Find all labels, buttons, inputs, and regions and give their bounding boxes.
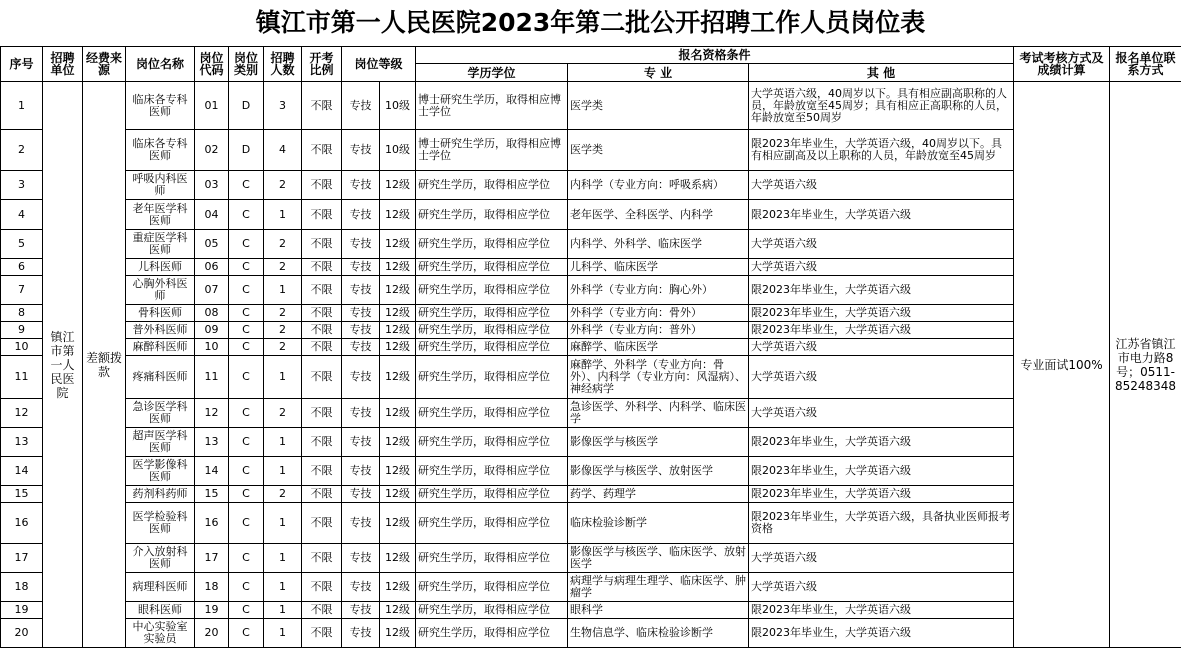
row-post-code: 15 [195, 486, 229, 503]
row-count: 1 [264, 619, 302, 648]
header-post-name: 岗位名称 [126, 47, 195, 82]
row-post-code: 06 [195, 259, 229, 276]
header-grade: 岗位等级 [342, 47, 416, 82]
row-major: 老年医学、全科医学、内科学 [568, 200, 749, 230]
row-seq: 19 [1, 602, 43, 619]
row-post-name: 呼吸内科医师 [126, 171, 195, 200]
row-post-level: 10级 [380, 82, 416, 130]
row-post-category: 专技 [342, 428, 380, 457]
row-post-type: D [229, 82, 264, 130]
row-seq: 16 [1, 503, 43, 544]
row-count: 2 [264, 339, 302, 356]
row-post-level: 12级 [380, 399, 416, 428]
table-row [1, 200, 1181, 230]
row-ratio: 不限 [302, 428, 342, 457]
row-major: 生物信息学、临床检验诊断学 [568, 619, 749, 648]
header-post-code: 岗位代码 [195, 47, 229, 82]
row-post-type: C [229, 171, 264, 200]
row-count: 3 [264, 82, 302, 130]
row-seq: 12 [1, 399, 43, 428]
row-other: 限2023年毕业生，大学英语六级 [749, 619, 1014, 648]
row-post-level: 12级 [380, 276, 416, 305]
row-post-category: 专技 [342, 457, 380, 486]
row-count: 1 [264, 276, 302, 305]
row-post-type: C [229, 259, 264, 276]
row-post-category: 专技 [342, 503, 380, 544]
row-post-name: 超声医学科医师 [126, 428, 195, 457]
row-count: 1 [264, 503, 302, 544]
row-other: 限2023年毕业生，大学英语六级 [749, 457, 1014, 486]
row-post-category: 专技 [342, 322, 380, 339]
row-other: 限2023年毕业生，大学英语六级 [749, 428, 1014, 457]
row-post-name: 骨科医师 [126, 305, 195, 322]
row-post-category: 专技 [342, 486, 380, 503]
table-row [1, 339, 1181, 356]
row-seq: 6 [1, 259, 43, 276]
row-count: 2 [264, 230, 302, 259]
row-post-code: 19 [195, 602, 229, 619]
table-row [1, 573, 1181, 602]
row-post-code: 11 [195, 356, 229, 399]
row-post-level: 12级 [380, 305, 416, 322]
row-major: 影像医学与核医学、临床医学、放射医学 [568, 544, 749, 573]
row-post-type: C [229, 486, 264, 503]
row-education: 博士研究生学历，取得相应博士学位 [416, 82, 568, 130]
table-row [1, 259, 1181, 276]
row-post-category: 专技 [342, 259, 380, 276]
row-post-name: 临床各专科医师 [126, 130, 195, 171]
row-seq: 11 [1, 356, 43, 399]
header-post-type: 岗位类别 [229, 47, 264, 82]
row-seq: 3 [1, 171, 43, 200]
row-post-name: 眼科医师 [126, 602, 195, 619]
row-education: 研究生学历，取得相应学位 [416, 544, 568, 573]
row-post-type: C [229, 428, 264, 457]
row-post-type: C [229, 276, 264, 305]
row-count: 1 [264, 200, 302, 230]
row-other: 限2023年毕业生，大学英语六级 [749, 486, 1014, 503]
row-post-code: 07 [195, 276, 229, 305]
row-ratio: 不限 [302, 305, 342, 322]
row-post-type: C [229, 544, 264, 573]
row-other: 大学英语六级 [749, 544, 1014, 573]
row-post-category: 专技 [342, 356, 380, 399]
row-post-category: 专技 [342, 276, 380, 305]
row-post-type: C [229, 200, 264, 230]
row-count: 2 [264, 399, 302, 428]
recruiting-unit: 镇江市第一人民医院 [43, 82, 83, 648]
row-post-category: 专技 [342, 544, 380, 573]
row-education: 研究生学历，取得相应学位 [416, 428, 568, 457]
row-other: 大学英语六级 [749, 230, 1014, 259]
row-post-type: C [229, 573, 264, 602]
row-other: 大学英语六级 [749, 356, 1014, 399]
row-ratio: 不限 [302, 130, 342, 171]
row-education: 研究生学历，取得相应学位 [416, 339, 568, 356]
table-row [1, 486, 1181, 503]
row-seq: 7 [1, 276, 43, 305]
row-other: 限2023年毕业生，大学英语六级 [749, 322, 1014, 339]
row-seq: 17 [1, 544, 43, 573]
table-row [1, 602, 1181, 619]
row-major: 影像医学与核医学、放射医学 [568, 457, 749, 486]
header-ratio: 开考比例 [302, 47, 342, 82]
row-post-level: 12级 [380, 339, 416, 356]
contact-info: 江苏省镇江市电力路8号；0511-85248348 [1110, 82, 1181, 648]
row-post-category: 专技 [342, 339, 380, 356]
row-education: 博士研究生学历，取得相应博士学位 [416, 130, 568, 171]
row-ratio: 不限 [302, 259, 342, 276]
row-post-code: 16 [195, 503, 229, 544]
row-post-category: 专技 [342, 130, 380, 171]
row-count: 2 [264, 171, 302, 200]
row-major: 药学、药理学 [568, 486, 749, 503]
row-education: 研究生学历，取得相应学位 [416, 602, 568, 619]
row-post-name: 病理科医师 [126, 573, 195, 602]
row-post-category: 专技 [342, 305, 380, 322]
row-education: 研究生学历，取得相应学位 [416, 486, 568, 503]
row-ratio: 不限 [302, 619, 342, 648]
row-major: 儿科学、临床医学 [568, 259, 749, 276]
row-post-category: 专技 [342, 619, 380, 648]
row-major: 麻醉学、外科学（专业方向：骨外）、内科学（专业方向：风湿病）、神经病学 [568, 356, 749, 399]
row-count: 2 [264, 259, 302, 276]
row-major: 医学类 [568, 82, 749, 130]
row-count: 1 [264, 428, 302, 457]
table-row [1, 619, 1181, 648]
row-post-code: 14 [195, 457, 229, 486]
row-seq: 15 [1, 486, 43, 503]
row-post-type: C [229, 305, 264, 322]
row-major: 医学类 [568, 130, 749, 171]
row-post-level: 12级 [380, 428, 416, 457]
row-count: 1 [264, 457, 302, 486]
row-post-type: C [229, 356, 264, 399]
row-major: 内科学（专业方向：呼吸系病） [568, 171, 749, 200]
row-post-name: 麻醉科医师 [126, 339, 195, 356]
row-post-name: 疼痛科医师 [126, 356, 195, 399]
row-post-type: C [229, 503, 264, 544]
row-post-level: 12级 [380, 322, 416, 339]
table-row [1, 503, 1181, 544]
row-seq: 14 [1, 457, 43, 486]
row-seq: 5 [1, 230, 43, 259]
row-post-level: 12级 [380, 230, 416, 259]
row-post-level: 10级 [380, 130, 416, 171]
row-other: 限2023年毕业生，大学英语六级 [749, 200, 1014, 230]
header-count: 招聘人数 [264, 47, 302, 82]
row-post-name: 医学影像科医师 [126, 457, 195, 486]
header-unit: 招聘单位 [43, 47, 83, 82]
row-major: 眼科学 [568, 602, 749, 619]
table-row [1, 305, 1181, 322]
row-post-name: 普外科医师 [126, 322, 195, 339]
row-ratio: 不限 [302, 82, 342, 130]
row-ratio: 不限 [302, 356, 342, 399]
row-education: 研究生学历，取得相应学位 [416, 399, 568, 428]
row-education: 研究生学历，取得相应学位 [416, 276, 568, 305]
header-funding: 经费来源 [83, 47, 126, 82]
row-post-level: 12级 [380, 619, 416, 648]
row-other: 限2023年毕业生，大学英语六级，具备执业医师报考资格 [749, 503, 1014, 544]
row-ratio: 不限 [302, 602, 342, 619]
row-major: 临床检验诊断学 [568, 503, 749, 544]
row-post-code: 13 [195, 428, 229, 457]
header-seq: 序号 [1, 47, 43, 82]
table-row [1, 130, 1181, 171]
table-row [1, 457, 1181, 486]
row-post-name: 中心实验室实验员 [126, 619, 195, 648]
row-major: 急诊医学、外科学、内科学、临床医学 [568, 399, 749, 428]
row-seq: 8 [1, 305, 43, 322]
row-count: 2 [264, 305, 302, 322]
row-post-code: 18 [195, 573, 229, 602]
row-post-name: 介入放射科医师 [126, 544, 195, 573]
row-major: 内科学、外科学、临床医学 [568, 230, 749, 259]
row-education: 研究生学历，取得相应学位 [416, 322, 568, 339]
row-seq: 10 [1, 339, 43, 356]
row-ratio: 不限 [302, 544, 342, 573]
row-post-name: 药剂科药师 [126, 486, 195, 503]
row-education: 研究生学历，取得相应学位 [416, 200, 568, 230]
row-post-category: 专技 [342, 399, 380, 428]
row-count: 4 [264, 130, 302, 171]
row-ratio: 不限 [302, 573, 342, 602]
row-other: 大学英语六级 [749, 171, 1014, 200]
row-post-code: 04 [195, 200, 229, 230]
row-post-type: C [229, 230, 264, 259]
row-post-category: 专技 [342, 200, 380, 230]
row-major: 麻醉学、临床医学 [568, 339, 749, 356]
header-contact: 报名单位联系方式 [1110, 47, 1181, 82]
row-post-code: 10 [195, 339, 229, 356]
row-post-level: 12级 [380, 171, 416, 200]
row-post-level: 12级 [380, 573, 416, 602]
page-title: 镇江市第一人民医院2023年第二批公开招聘工作人员岗位表 [255, 8, 926, 37]
row-post-code: 12 [195, 399, 229, 428]
row-post-name: 医学检验科医师 [126, 503, 195, 544]
row-education: 研究生学历，取得相应学位 [416, 171, 568, 200]
table-row [1, 544, 1181, 573]
row-post-type: C [229, 322, 264, 339]
row-major: 外科学（专业方向：普外） [568, 322, 749, 339]
row-post-type: D [229, 130, 264, 171]
row-education: 研究生学历，取得相应学位 [416, 356, 568, 399]
row-seq: 2 [1, 130, 43, 171]
header-education: 学历学位 [416, 64, 568, 82]
row-count: 1 [264, 356, 302, 399]
row-post-code: 05 [195, 230, 229, 259]
row-post-name: 老年医学科医师 [126, 200, 195, 230]
row-seq: 1 [1, 82, 43, 130]
row-post-level: 12级 [380, 503, 416, 544]
row-post-name: 临床各专科医师 [126, 82, 195, 130]
row-post-name: 儿科医师 [126, 259, 195, 276]
header-other: 其 他 [749, 64, 1014, 82]
row-count: 2 [264, 322, 302, 339]
table-row [1, 276, 1181, 305]
row-ratio: 不限 [302, 457, 342, 486]
row-education: 研究生学历，取得相应学位 [416, 230, 568, 259]
header-qualifications: 报名资格条件 [416, 47, 1014, 64]
row-post-level: 12级 [380, 602, 416, 619]
row-post-category: 专技 [342, 602, 380, 619]
row-major: 外科学（专业方向：胸心外） [568, 276, 749, 305]
row-other: 限2023年毕业生，大学英语六级，40周岁以下。具有相应副高及以上职称的人员，年龄放宽至45周岁 [749, 130, 1014, 171]
row-seq: 20 [1, 619, 43, 648]
row-post-type: C [229, 619, 264, 648]
row-post-code: 01 [195, 82, 229, 130]
row-post-name: 重症医学科医师 [126, 230, 195, 259]
row-post-name: 急诊医学科医师 [126, 399, 195, 428]
row-major: 外科学（专业方向：骨外） [568, 305, 749, 322]
row-post-level: 12级 [380, 544, 416, 573]
row-post-level: 12级 [380, 486, 416, 503]
table-row [1, 399, 1181, 428]
header-exam: 考试考核方式及成绩计算 [1014, 47, 1110, 82]
row-other: 大学英语六级，40周岁以下。具有相应副高职称的人员，年龄放宽至45周岁；具有相应正高职称的人员，年龄放宽至50周岁 [749, 82, 1014, 130]
row-seq: 4 [1, 200, 43, 230]
row-seq: 9 [1, 322, 43, 339]
row-count: 1 [264, 602, 302, 619]
row-major: 影像医学与核医学 [568, 428, 749, 457]
row-other: 大学英语六级 [749, 259, 1014, 276]
row-ratio: 不限 [302, 322, 342, 339]
row-post-level: 12级 [380, 457, 416, 486]
row-post-type: C [229, 339, 264, 356]
row-post-category: 专技 [342, 573, 380, 602]
row-post-type: C [229, 399, 264, 428]
row-ratio: 不限 [302, 486, 342, 503]
row-other: 大学英语六级 [749, 399, 1014, 428]
row-post-code: 08 [195, 305, 229, 322]
table-row [1, 171, 1181, 200]
row-post-category: 专技 [342, 82, 380, 130]
row-post-type: C [229, 602, 264, 619]
row-ratio: 不限 [302, 339, 342, 356]
row-ratio: 不限 [302, 230, 342, 259]
row-count: 1 [264, 544, 302, 573]
row-other: 限2023年毕业生，大学英语六级 [749, 276, 1014, 305]
row-post-code: 20 [195, 619, 229, 648]
table-row [1, 428, 1181, 457]
table-row [1, 322, 1181, 339]
row-ratio: 不限 [302, 399, 342, 428]
row-post-level: 12级 [380, 259, 416, 276]
exam-method: 专业面试100% [1014, 82, 1110, 648]
row-post-category: 专技 [342, 230, 380, 259]
row-education: 研究生学历，取得相应学位 [416, 573, 568, 602]
row-post-code: 09 [195, 322, 229, 339]
row-other: 大学英语六级 [749, 573, 1014, 602]
row-post-level: 12级 [380, 200, 416, 230]
table-row [1, 230, 1181, 259]
row-post-code: 02 [195, 130, 229, 171]
row-other: 限2023年毕业生，大学英语六级 [749, 305, 1014, 322]
row-post-category: 专技 [342, 171, 380, 200]
row-count: 2 [264, 486, 302, 503]
row-major: 病理学与病理生理学、临床医学、肿瘤学 [568, 573, 749, 602]
table-row [1, 82, 1181, 130]
recruitment-table [0, 46, 1181, 648]
row-ratio: 不限 [302, 200, 342, 230]
row-ratio: 不限 [302, 503, 342, 544]
row-post-code: 03 [195, 171, 229, 200]
row-count: 1 [264, 573, 302, 602]
row-education: 研究生学历，取得相应学位 [416, 503, 568, 544]
row-ratio: 不限 [302, 276, 342, 305]
row-seq: 13 [1, 428, 43, 457]
row-other: 限2023年毕业生，大学英语六级 [749, 602, 1014, 619]
row-seq: 18 [1, 573, 43, 602]
row-post-type: C [229, 457, 264, 486]
table-row [1, 356, 1181, 399]
row-post-name: 心胸外科医师 [126, 276, 195, 305]
header-major: 专 业 [568, 64, 749, 82]
row-education: 研究生学历，取得相应学位 [416, 259, 568, 276]
row-other: 大学英语六级 [749, 339, 1014, 356]
row-post-level: 12级 [380, 356, 416, 399]
row-education: 研究生学历，取得相应学位 [416, 457, 568, 486]
row-post-code: 17 [195, 544, 229, 573]
funding-source: 差额拨款 [83, 82, 126, 648]
row-education: 研究生学历，取得相应学位 [416, 305, 568, 322]
row-ratio: 不限 [302, 171, 342, 200]
row-education: 研究生学历，取得相应学位 [416, 619, 568, 648]
